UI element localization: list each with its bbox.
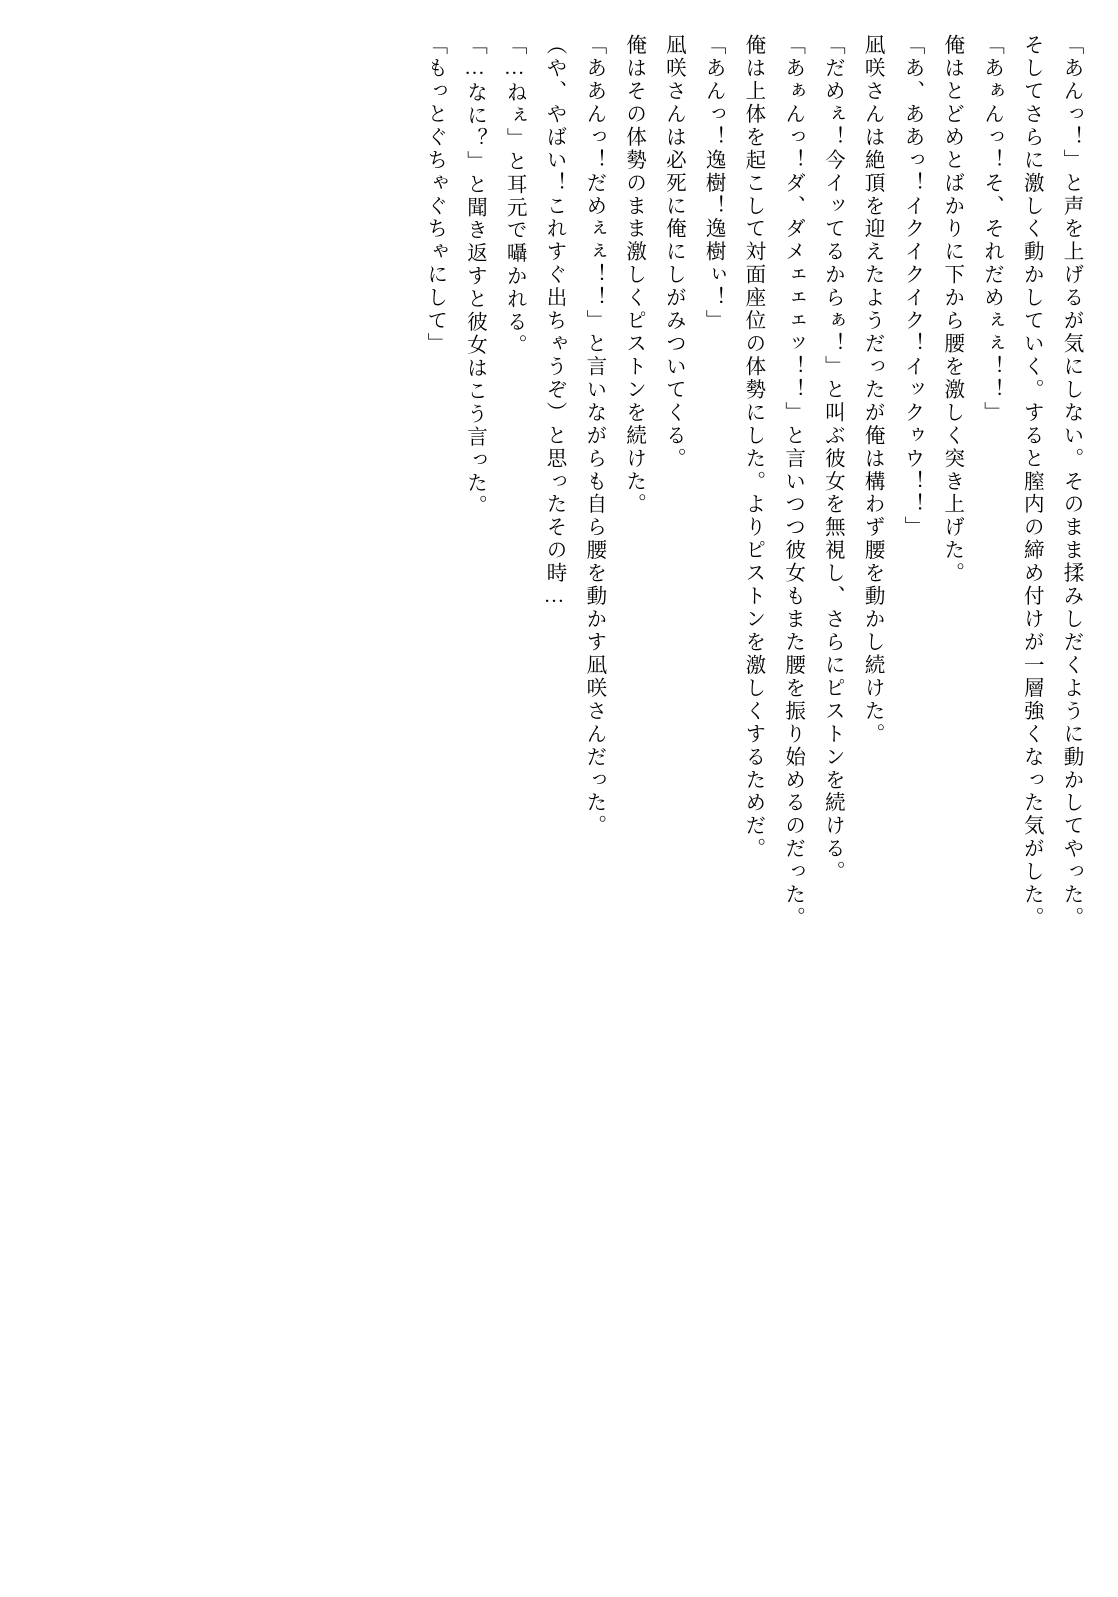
paragraph: 「ああんっ！だめぇぇ！！」と言いながらも自ら腰を動かす凪咲さんだった。	[582, 34, 605, 838]
paragraph: 「あんっ！逸樹！逸樹ぃ！」	[702, 34, 725, 333]
paragraph: 俺は上体を起こして対面座位の体勢にした。よりピストンを激しくするためだ。	[741, 34, 764, 861]
paragraph: 「あ、ああっ！イクイクイク！イックゥウ！！」	[900, 34, 923, 540]
paragraph: 凪咲さんは必死に俺にしがみついてくる。	[662, 34, 685, 471]
paragraph: 「あぁんっ！ダ、ダメェェェッ！！」と言いつつ彼女もまた腰を振り始めるのだった。	[781, 34, 804, 930]
paragraph: 「もっとぐちゃぐちゃにして」	[423, 34, 446, 356]
paragraph: 凪咲さんは絶頂を迎えたようだったが俺は構わず腰を動かし続けた。	[861, 34, 884, 746]
novel-body-text	[50, 34, 1090, 1414]
paragraph: 俺はその体勢のまま激しくピストンを続けた。	[622, 34, 645, 517]
paragraph: 「あぁんっ！そ、それだめぇぇ！！」	[980, 34, 1003, 425]
paragraph: そしてさらに激しく動かしていく。すると膣内の締め付けが一層強くなった気がした。	[1020, 34, 1043, 930]
paragraph: 俺はとどめとばかりに下から腰を激しく突き上げた。	[940, 34, 963, 586]
paragraph: 「…なに？」と聞き返すと彼女はこう言った。	[463, 34, 486, 518]
paragraph: （や、やばい！これすぐ出ちゃうぞ）と思ったその時…	[543, 34, 566, 610]
paragraph: 「あんっ！」と声を上げるが気にしない。そのまま揉みしだくように動かしてやった。	[1060, 34, 1082, 930]
paragraph: 「…ねぇ」と耳元で囁かれる。	[503, 34, 526, 357]
paragraph: 「だめぇ！今イッてるからぁ！」と叫ぶ彼女を無視し、さらにピストンを続ける。	[821, 34, 844, 884]
